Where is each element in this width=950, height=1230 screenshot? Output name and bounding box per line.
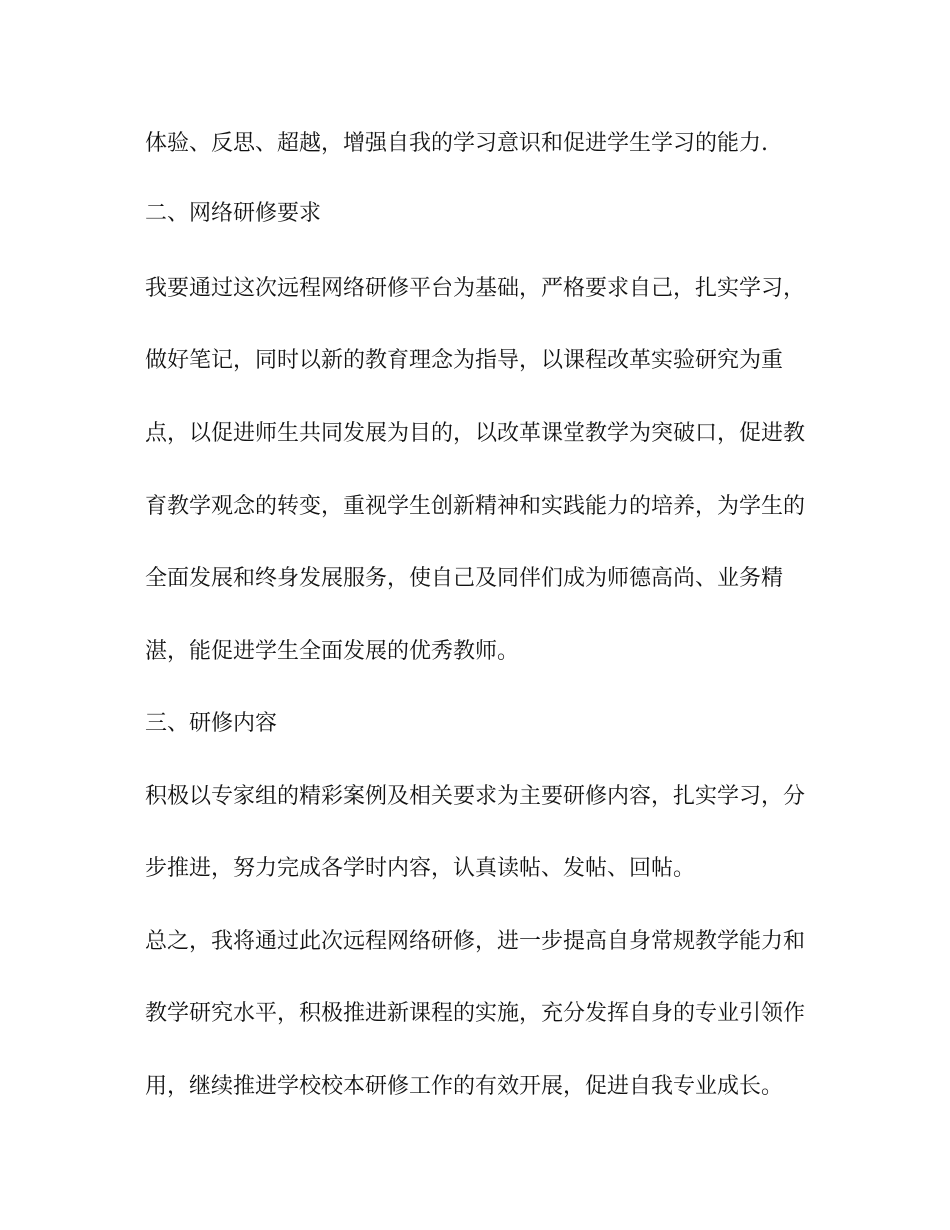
paragraph-line: 做好笔记，同时以新的教育理念为指导，以课程改革实验研究为重 bbox=[145, 348, 784, 373]
paragraph-line: 湛，能促进学生全面发展的优秀教师。 bbox=[145, 639, 520, 664]
paragraph-line: 总之，我将通过此次远程网络研修，进一步提高自身常规教学能力和 bbox=[145, 929, 806, 954]
paragraph-line: 积极以专家组的精彩案例及相关要求为主要研修内容，扎实学习，分 bbox=[145, 784, 806, 809]
paragraph-line: 步推进，努力完成各学时内容，认真读帖、发帖、回帖。 bbox=[145, 856, 696, 881]
paragraph-line: 体验、反思、超越，增强自我的学习意识和促进学生学习的能力. bbox=[145, 131, 768, 156]
paragraph-line: 全面发展和终身发展服务，使自己及同伴们成为师德高尚、业务精 bbox=[145, 566, 784, 591]
paragraph-line: 教学研究水平，积极推进新课程的实施，充分发挥自身的专业引领作 bbox=[145, 1001, 806, 1026]
section-heading-study-content: 三、研修内容 bbox=[145, 711, 278, 736]
paragraph-line: 点，以促进师生共同发展为目的，以改革课堂教学为突破口，促进教 bbox=[145, 421, 806, 446]
paragraph-line: 用，继续推进学校校本研修工作的有效开展，促进自我专业成长。 bbox=[145, 1074, 784, 1099]
section-heading-network-requirements: 二、网络研修要求 bbox=[145, 201, 322, 226]
paragraph-line: 育教学观念的转变，重视学生创新精神和实践能力的培养，为学生的 bbox=[145, 494, 806, 519]
paragraph-line: 我要通过这次远程网络研修平台为基础，严格要求自己，扎实学习， bbox=[145, 276, 806, 301]
